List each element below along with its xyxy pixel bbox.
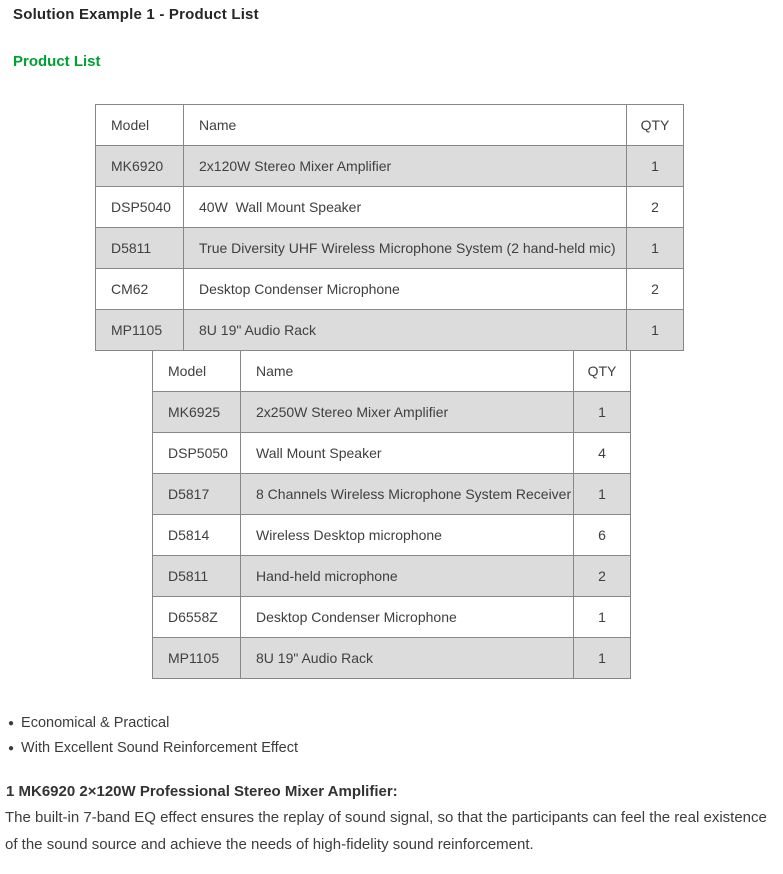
model-cell: D5811 [153, 556, 241, 597]
col-header-qty: QTY [574, 351, 631, 392]
qty-cell: 2 [627, 269, 684, 310]
name-cell: 8U 19" Audio Rack [184, 310, 627, 351]
qty-cell: 4 [574, 433, 631, 474]
model-cell: D5811 [96, 228, 184, 269]
col-header-name: Name [184, 105, 627, 146]
qty-cell: 1 [627, 228, 684, 269]
name-cell: Wireless Desktop microphone [241, 515, 574, 556]
qty-cell: 2 [574, 556, 631, 597]
qty-cell: 6 [574, 515, 631, 556]
table-row [96, 187, 684, 228]
name-cell: 2x120W Stereo Mixer Amplifier [184, 146, 627, 187]
model-cell: D5817 [153, 474, 241, 515]
qty-cell: 1 [574, 597, 631, 638]
name-cell: Hand-held microphone [241, 556, 574, 597]
table-row [153, 433, 631, 474]
table-row [96, 310, 684, 351]
table-row [153, 392, 631, 433]
feature-heading: 1 MK6920 2×120W Professional Stereo Mixer Amplifier: [6, 783, 398, 800]
product-table-2 [152, 350, 631, 679]
bullet-text: Economical & Practical [21, 715, 170, 731]
bullet-icon: ● [8, 718, 15, 729]
bullet-item [8, 736, 298, 761]
name-cell: Desktop Condenser Microphone [241, 597, 574, 638]
qty-cell: 1 [574, 638, 631, 679]
qty-cell: 2 [627, 187, 684, 228]
section-heading: Product List [13, 53, 101, 70]
table-header-row [153, 351, 631, 392]
table-row [153, 474, 631, 515]
bullet-text: With Excellent Sound Reinforcement Effect [21, 740, 299, 756]
model-cell: MK6925 [153, 392, 241, 433]
model-cell: MP1105 [153, 638, 241, 679]
table-row [96, 228, 684, 269]
table-row [153, 515, 631, 556]
qty-cell: 1 [574, 392, 631, 433]
model-cell: DSP5050 [153, 433, 241, 474]
name-cell: 40W Wall Mount Speaker [184, 187, 627, 228]
name-cell: 2x250W Stereo Mixer Amplifier [241, 392, 574, 433]
name-cell: True Diversity UHF Wireless Microphone System (2 hand-held mic) [184, 228, 627, 269]
model-cell: MP1105 [96, 310, 184, 351]
col-header-model: Model [153, 351, 241, 392]
table-row [153, 638, 631, 679]
table-header-row [96, 105, 684, 146]
model-cell: MK6920 [96, 146, 184, 187]
name-cell: Desktop Condenser Microphone [184, 269, 627, 310]
table-row [153, 556, 631, 597]
table-row [96, 269, 684, 310]
qty-cell: 1 [627, 146, 684, 187]
name-cell: Wall Mount Speaker [241, 433, 574, 474]
product-table-1 [95, 104, 684, 351]
page-title: Solution Example 1 - Product List [13, 6, 259, 23]
name-cell: 8 Channels Wireless Microphone System Receiver [241, 474, 574, 515]
model-cell: D6558Z [153, 597, 241, 638]
col-header-name: Name [241, 351, 574, 392]
name-cell: 8U 19" Audio Rack [241, 638, 574, 679]
col-header-qty: QTY [627, 105, 684, 146]
model-cell: CM62 [96, 269, 184, 310]
model-cell: D5814 [153, 515, 241, 556]
qty-cell: 1 [627, 310, 684, 351]
table-row [153, 597, 631, 638]
bullet-item [8, 711, 298, 736]
table-row [96, 146, 684, 187]
feature-body: The built-in 7-band EQ effect ensures the replay of sound signal, so that the participants can feel the real existence of the sound source and achieve the needs of high-fidelity sound reinforcement. [5, 809, 767, 853]
model-cell: DSP5040 [96, 187, 184, 228]
qty-cell: 1 [574, 474, 631, 515]
col-header-model: Model [96, 105, 184, 146]
feature-bullets [8, 711, 298, 761]
bullet-icon: ● [8, 743, 15, 754]
